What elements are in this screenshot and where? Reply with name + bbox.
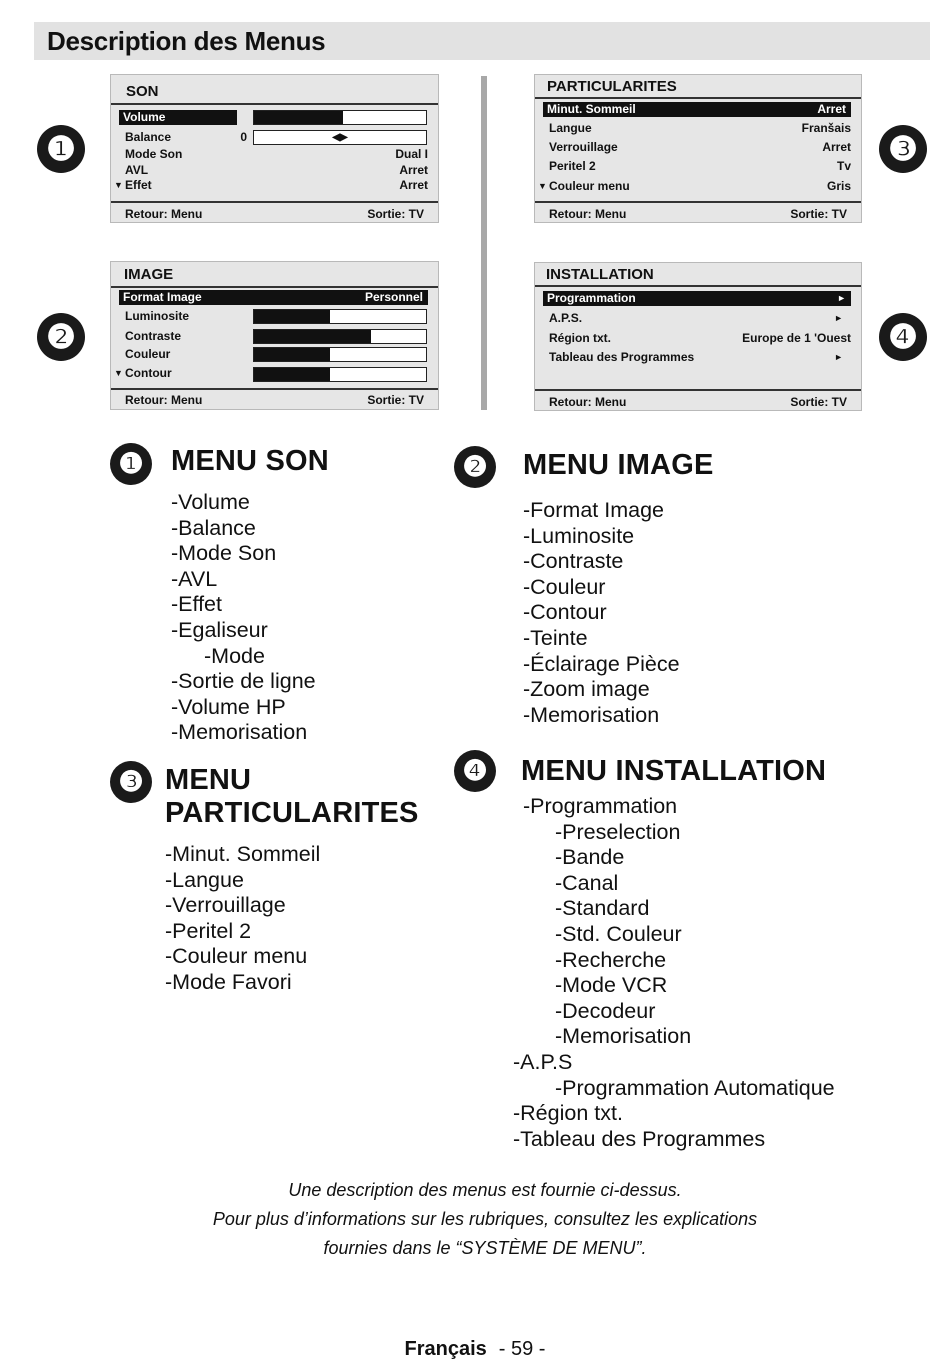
osd-part-footer-exit: Sortie: TV [790,207,847,221]
list-item: -Éclairage Pièce [523,651,680,676]
osd-install-footer [549,395,847,411]
osd-son-balance-bar [253,130,427,145]
osd-image-top-rule [111,286,438,288]
list-item: -Mode [204,643,265,668]
list-item: -AVL [171,566,218,591]
osd-part-title: PARTICULARITES [547,78,677,95]
menu-install-title: MENU INSTALLATION [521,755,827,787]
osd-part-row-sommeil-value: Arret [817,102,846,116]
list-item: -Sortie de ligne [171,669,316,694]
osd-image-contour-fill [254,368,330,381]
osd-son-row-mode-label: Mode Son [125,147,183,161]
footer-language: Français [404,1338,487,1360]
page-title: Description des Menus [47,26,326,56]
header-band [34,22,930,60]
osd-install-row-region-value: Europe de 1 'Ouest [742,331,851,345]
osd-part-footer [549,207,847,223]
osd-image-row-couleur [119,347,239,362]
osd-part-row-couleur-menu-label: Couleur menu [549,179,630,193]
osd-image-bottom-rule [111,388,438,390]
description-note [100,1176,870,1263]
osd-son-row-mode [119,147,428,162]
osd-install-footer-back: Retour: Menu [549,395,627,409]
osd-part-row-langue-value: Franšais [801,121,851,135]
list-item: -Memorisation [555,1024,692,1049]
osd-image-panel [110,261,439,410]
osd-image-row-luminosite [119,309,239,324]
list-item: -Minut. Sommeil [165,842,321,866]
osd-image-row-format-value: Personnel [364,290,423,304]
osd-install-row-region-label: Région txt. [549,331,611,345]
menu-son-list [171,490,316,746]
osd-son-row-effet-value: Arret [399,178,428,192]
osd-son-row-effet [114,178,428,193]
osd-son-row-balance [119,130,247,145]
list-item: -A.P.S [513,1049,573,1074]
osd-part-row-langue [543,121,851,136]
arrow-right-icon: ► [834,313,843,323]
list-item: -Effet [171,592,222,617]
osd-image-contraste-fill [254,330,371,343]
menu-son-title: MENU SON [171,445,329,477]
list-item: -Luminosite [523,523,635,548]
osd-install-row-region [543,331,851,346]
list-item: -Std. Couleur [555,921,682,946]
osd-part-row-peritel-value: Tv [836,159,851,173]
osd-son-row-effet-label: Effet [125,178,152,192]
osd-part-row-peritel [543,159,851,174]
badge-1-icon: ❶ [37,125,85,173]
osd-install-footer-exit: Sortie: TV [790,395,847,409]
osd-image-row-couleur-label: Couleur [125,347,171,361]
osd-son-row-balance-label: Balance [125,130,172,144]
note-line-3: fournies dans le “SYSTÈME DE MENU”. [323,1238,647,1258]
osd-part-row-langue-label: Langue [549,121,592,135]
osd-install-top-rule [535,285,861,287]
osd-image-row-contour-label: Contour [125,366,172,380]
badge-2-icon: ❷ [37,313,85,361]
osd-son-row-balance-value: 0 [240,130,247,144]
osd-image-footer-back: Retour: Menu [125,393,203,407]
section-2-badge-icon: ❷ [454,446,496,488]
badge-3-icon: ❸ [879,125,927,173]
list-item: -Mode VCR [555,973,668,998]
osd-image-row-luminosite-label: Luminosite [125,309,190,323]
osd-image-row-format [119,290,428,305]
osd-part-row-verrouillage-value: Arret [822,140,851,154]
list-item: -Teinte [523,625,588,650]
page-number: - 59 - [498,1338,546,1360]
menu-install-list [513,794,835,1152]
arrow-right-icon: ► [834,352,843,362]
list-item: -Contraste [523,549,624,574]
section-1-badge-icon: ❶ [110,443,152,485]
osd-image-luminosite-fill [254,310,330,323]
osd-part-top-rule [535,97,861,99]
list-item: -Programmation [523,794,678,818]
section-3-badge-icon: ❸ [110,761,152,803]
osd-son-balance-marker-icon: ◀▶ [332,132,348,143]
osd-image-luminosite-bar [253,309,427,324]
list-item: -Egaliseur [171,617,268,642]
osd-son-row-avl-label: AVL [125,163,149,177]
osd-image-couleur-bar [253,347,427,362]
list-item: -Standard [555,896,650,921]
list-item: -Decodeur [555,998,656,1023]
list-item: -Canal [555,870,619,895]
osd-install-row-aps [543,311,851,326]
menu-image-list [523,498,680,728]
osd-son-row-volume-label: Volume [123,110,166,124]
list-item: -Tableau des Programmes [513,1126,766,1151]
section-4-badge-icon: ❹ [454,750,496,792]
note-line-2: Pour plus d’informations sur les rubriques, consultez les explications [212,1209,758,1229]
menu-image-title: MENU IMAGE [523,449,714,481]
list-item: -Peritel 2 [165,918,252,943]
list-item: -Memorisation [171,720,308,745]
list-item: -Volume [171,490,250,514]
list-item: -Mode Favori [165,969,292,994]
osd-image-footer-exit: Sortie: TV [367,393,424,407]
osd-image-footer [125,393,424,409]
osd-part-row-peritel-label: Peritel 2 [549,159,596,173]
arrow-right-icon: ► [837,293,846,303]
list-item: -Couleur [523,574,606,599]
osd-son-bottom-rule [111,201,438,203]
osd-part-row-sommeil-label: Minut. Sommeil [547,102,636,116]
osd-image-row-format-label: Format Image [123,290,202,304]
osd-install-row-programmation [543,291,851,306]
list-item: -Volume HP [171,694,286,719]
osd-part-row-couleur-menu [538,179,851,194]
list-item: -Recherche [555,947,667,972]
osd-install-row-aps-label: A.P.S. [549,311,583,325]
osd-image-title: IMAGE [124,266,174,283]
osd-son-footer [125,207,424,223]
osd-son-volume-bar [253,110,427,125]
osd-install-title: INSTALLATION [546,266,654,283]
osd-install-panel [534,262,862,411]
list-item: -Programmation Automatique [555,1075,835,1100]
osd-son-row-avl-value: Arret [399,163,428,177]
list-item: -Contour [523,600,607,625]
list-item: -Memorisation [523,702,660,727]
menu-part-title-line1: MENU [165,764,252,796]
column-divider [481,76,487,410]
osd-part-row-sommeil [543,102,851,117]
osd-image-couleur-fill [254,348,330,361]
list-item: -Bande [555,845,625,870]
page-footer [0,1338,950,1361]
osd-part-footer-back: Retour: Menu [549,207,627,221]
menu-part-title-line2: PARTICULARITES [165,797,419,829]
osd-image-contraste-bar [253,329,427,344]
list-item: -Balance [171,515,256,540]
osd-part-panel [534,74,862,223]
osd-part-bottom-rule [535,201,861,203]
osd-image-contour-bar [253,367,427,382]
osd-image-row-contour [114,366,239,381]
osd-part-row-couleur-menu-value: Gris [826,179,851,193]
list-item: -Preselection [555,819,681,844]
list-item: -Mode Son [171,541,277,566]
osd-son-row-mode-value: Dual I [395,147,428,161]
osd-son-row-avl [119,163,428,178]
menu-part-list [165,842,320,996]
osd-image-row-contraste-label: Contraste [125,329,182,343]
osd-son-footer-exit: Sortie: TV [367,207,424,221]
list-item: -Région txt. [513,1101,623,1126]
list-item: -Couleur menu [165,944,308,969]
osd-part-row-verrouillage [543,140,851,155]
osd-son-volume-fill [254,111,343,124]
note-line-1: Une description des menus est fournie ci-dessus. [288,1180,682,1200]
osd-install-row-tableau [543,350,851,365]
list-item: -Langue [165,867,244,892]
osd-son-panel [110,74,439,223]
list-item: -Format Image [523,498,664,522]
osd-image-row-contraste [119,329,239,344]
osd-son-footer-back: Retour: Menu [125,207,203,221]
osd-son-title: SON [126,83,159,100]
list-item: -Verrouillage [165,893,286,918]
osd-install-bottom-rule [535,389,861,391]
osd-install-row-programmation-label: Programmation [547,291,636,305]
osd-part-row-verrouillage-label: Verrouillage [549,140,618,154]
osd-son-top-rule [111,103,438,105]
osd-install-row-tableau-label: Tableau des Programmes [549,350,695,364]
badge-4-icon: ❹ [879,313,927,361]
scroll-down-icon: ▼ [114,180,123,190]
osd-son-selected-row [119,110,237,125]
scroll-down-icon: ▼ [538,181,547,191]
scroll-down-icon: ▼ [114,368,123,378]
list-item: -Zoom image [523,677,650,702]
